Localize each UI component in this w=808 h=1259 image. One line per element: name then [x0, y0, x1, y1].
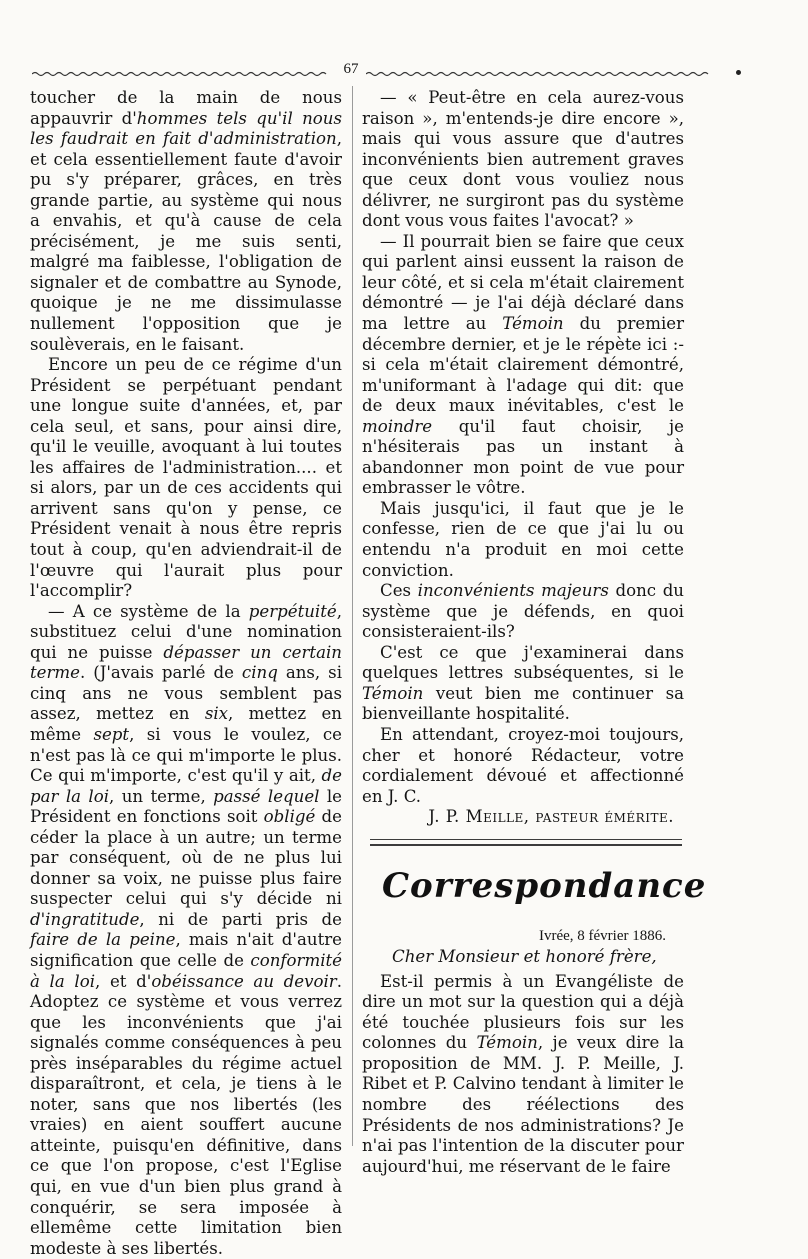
signature: J. P. Meille, pasteur émérite. [428, 807, 674, 827]
column-divider [352, 86, 353, 1146]
left-column [30, 88, 342, 1259]
header-rule-left [32, 70, 328, 78]
ink-dot [736, 70, 741, 75]
dateline: Ivrée, 8 février 1886. [538, 927, 666, 944]
left-paragraph-1: toucher de la main de nous appauvrir d'hommes tels qu'il nous les faudrait en fait d'administration, et cela essentiellement faute d'avoir pu s'y préparer, grâces, en très grande partie, au système qui nous a envahis, et qu'à cause de cela précisément, je me suis senti, malgré ma faiblesse, l'obligation de signaler et de combattre au Synode, quoique je ne me dissimulasse nullement l'opposition que je soulèverais, en le faisant. [30, 88, 342, 354]
right-paragraph-1: — « Peut-être en cela aurez-vous raison », m'entends-je dire encore », mais qui vous assure que d'autres inconvénients bien autrement graves que ceux dont vous vouliez nous délivrer, ne surgiront pas du système dont vous vous faites l'avocat? » [362, 88, 684, 231]
salutation: Cher Monsieur et honoré frère, [392, 946, 657, 966]
left-paragraph-3: — A ce système de la perpétuité, substituez celui d'une nomination qui ne puisse dépasser un certain terme. (J'avais parlé de cinq ans, si cinq ans ne vous semblent pas assez, mettez en six, mettez en même sept, si vous le voulez, ce n'est pas là ce qui m'importe le plus. Ce qui m'importe, c'est qu'il y ait, de par la loi, un terme, passé lequel le Président en fonctions soit obligé de céder la place à un autre; un terme par conséquent, où de ne plus lui donner sa voix, ne puisse plus faire suspecter celui qui s'y décide ni d'ingratitude, ni de parti pris de faire de la peine, mais n'ait d'autre signification que celle de conformité à la loi, et d'obéissance au devoir. Adoptez ce système et vous verrez que les inconvénients que j'ai signalés comme conséquences à peu près inséparables du régime actuel disparaîtront, et cela, je tiens à le noter, sans que nos libertés (les vraies) en aient souffert aucune atteinte, puisqu'en définitive, dans ce que l'on propose, c'est l'Eglise qui, en vue d'un bien plus grand à conquérir, se sera imposée à ellemême cette limitation bien modeste à ses libertés. [30, 601, 343, 1258]
right-column [362, 88, 707, 1177]
left-paragraph-2: Encore un peu de ce régime d'un Président se perpétuant pendant une longue suite d'années, et, par cela seul, et sans, pour ainsi dire, qu'il le veuille, avoquant à lui toutes les affaires de l'administration.... et si alors, par un de ces accidents qui arrivent sans qu'on y pense, ce Président venait à nous être repris tout à coup, qu'en adviendrait-il de l'œuvre qui l'aurait plus pour l'accomplir? [30, 355, 342, 601]
section-title: Correspondance [382, 865, 707, 906]
right-paragraph-3: Mais jusqu'ici, il faut que je le confesse, rien de ce que j'ai lu ou entendu n'a produit en moi cette conviction. [362, 498, 684, 580]
page-number: 67 [343, 61, 359, 77]
section-separator [370, 838, 682, 848]
letter-body: Est-il permis à un Evangéliste de dire un mot sur la question qui a déjà été touchée plusieurs fois sur les colonnes du Témoin, je veux dire la proposition de MM. J. P. Meille, J. Ribet et P. Calvino tendant à limiter le nombre des réélections des Présidents de nos administrations? Je n'ai pas l'intention de la discuter pour aujourd'hui, me réservant de le faire [362, 971, 684, 1176]
header-rule-right [366, 70, 712, 78]
right-paragraph-2: — Il pourrait bien se faire que ceux qui parlent ainsi eussent la raison de leur côté, et si cela m'était clairement démontré — je l'ai déjà déclaré dans ma lettre au Témoin du premier décembre dernier, et je le répète ici :-si cela m'était clairement démontré, m'uniformant à l'adage qui dit: que de deux maux inévitables, c'est le moindre qu'il faut choisir, je n'hésiterais pas un instant à abandonner mon point de vue pour embrasser le vôtre. [362, 231, 685, 498]
right-paragraph-5: C'est ce que j'examinerai dans quelques lettres subséquentes, si le Témoin veut bien me continuer sa bienveillante hospitalité. [362, 642, 684, 724]
right-paragraph-6: En attendant, croyez-moi toujours, cher et honoré Rédacteur, votre cordialement dévoué et affectionné en J. C. [362, 724, 684, 806]
right-paragraph-4: Ces inconvénients majeurs donc du système que je défends, en quoi consisteraient-ils? [362, 581, 684, 642]
